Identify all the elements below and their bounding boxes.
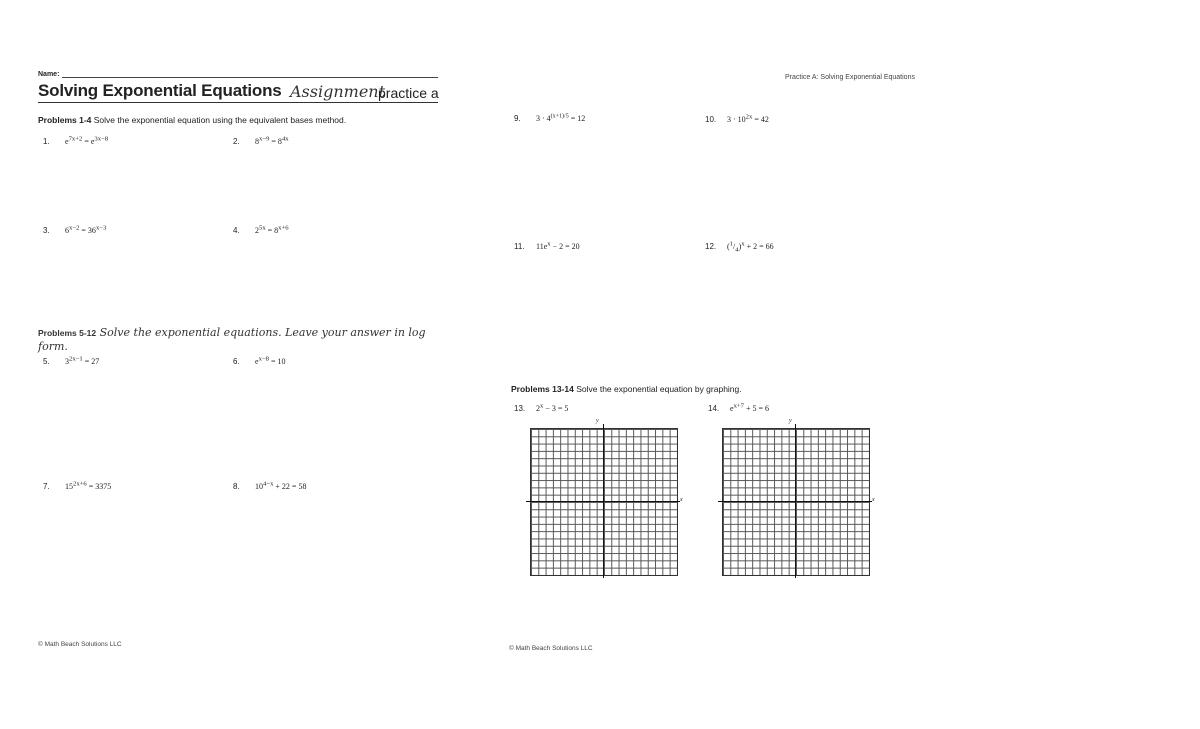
graph-14-x-label: x [872, 497, 875, 503]
section-2-label: Problems 5-12 [38, 328, 97, 338]
graph-13-x-label: x [680, 497, 683, 503]
problem-3-expr: $6^{x-2} = 36^{x-3}$ [65, 224, 107, 235]
problem-5: 5. $3^{2x-1} = 27$ [43, 355, 100, 366]
problem-1-exp-right: 3x−8 [94, 135, 109, 142]
graph-13-x-axis [526, 501, 680, 502]
graph-13-grid [530, 428, 678, 576]
problem-2: 2. $8^{x-9} = 8^{4x}$ [233, 135, 289, 146]
problem-1-expr: $e^{7x+2} = e^{3x-8}$ [65, 135, 109, 146]
handwritten-practice: practice a [378, 85, 439, 101]
section-3-instruction [511, 384, 742, 394]
problem-4-expr: $2^{5x} = 8^{x+6}$ [255, 224, 289, 235]
section-2-instruction [38, 326, 428, 353]
problem-7: 7. $15^{2x+6} = 3375$ [43, 480, 112, 491]
graph-14-x-axis [718, 501, 872, 502]
name-label: Name: [38, 71, 60, 78]
page-title: Solving Exponential Equations [38, 81, 282, 100]
graph-14-grid [722, 428, 870, 576]
section-1-text: Solve the exponential equation using the equivalent bases method. [93, 115, 347, 125]
problem-2-expr: $8^{x-9} = 8^{4x}$ [255, 135, 289, 146]
section-1-instruction [38, 115, 346, 125]
problem-11: 11. $11e^x - 2 = 20$ [514, 240, 580, 251]
section-3-text: Solve the exponential equation by graphing. [576, 384, 742, 394]
problem-6: 6. $e^{x-8} = 10$ [233, 355, 286, 366]
problem-1: 1. $e^{7x+2} = e^{3x-8}$ [43, 135, 109, 146]
problem-1-exp-left: 7x+2 [68, 135, 83, 142]
section-2-handwritten-note: Solve the exponential equations. Leave your answer in log form. [38, 326, 426, 353]
footer-right: © Math Beach Solutions LLC [509, 645, 593, 652]
problem-10: 10. $3 \cdot 10^{2x} = 42$ [705, 113, 769, 124]
graph-13-y-label: y [596, 418, 599, 424]
problem-14: 14. $e^{x+7} + 5 = 6$ [708, 402, 770, 413]
section-1-label: Problems 1-4 [38, 115, 92, 125]
problem-12: 12. $(^1/_4)^x + 2 = 66$ [705, 240, 774, 254]
graph-14-y-label: y [789, 418, 792, 424]
problem-3: 3. $6^{x-2} = 36^{x-3}$ [43, 224, 107, 235]
name-line [62, 77, 438, 78]
problem-8: 8. $10^{4-x} + 22 = 58$ [233, 480, 307, 491]
problem-13: 13. $2^x - 3 = 5$ [514, 402, 569, 413]
title-rule [38, 102, 438, 103]
section-3-label: Problems 13-14 [511, 384, 574, 394]
problem-9: 9. $3 \cdot 4^{(x+1)/5} = 12$ [514, 113, 586, 123]
handwritten-assignment: Assignment [290, 82, 386, 101]
problem-4: 4. $2^{5x} = 8^{x+6}$ [233, 224, 289, 235]
footer-left: © Math Beach Solutions LLC [38, 641, 122, 648]
right-page-header: Practice A: Solving Exponential Equations [785, 74, 915, 81]
